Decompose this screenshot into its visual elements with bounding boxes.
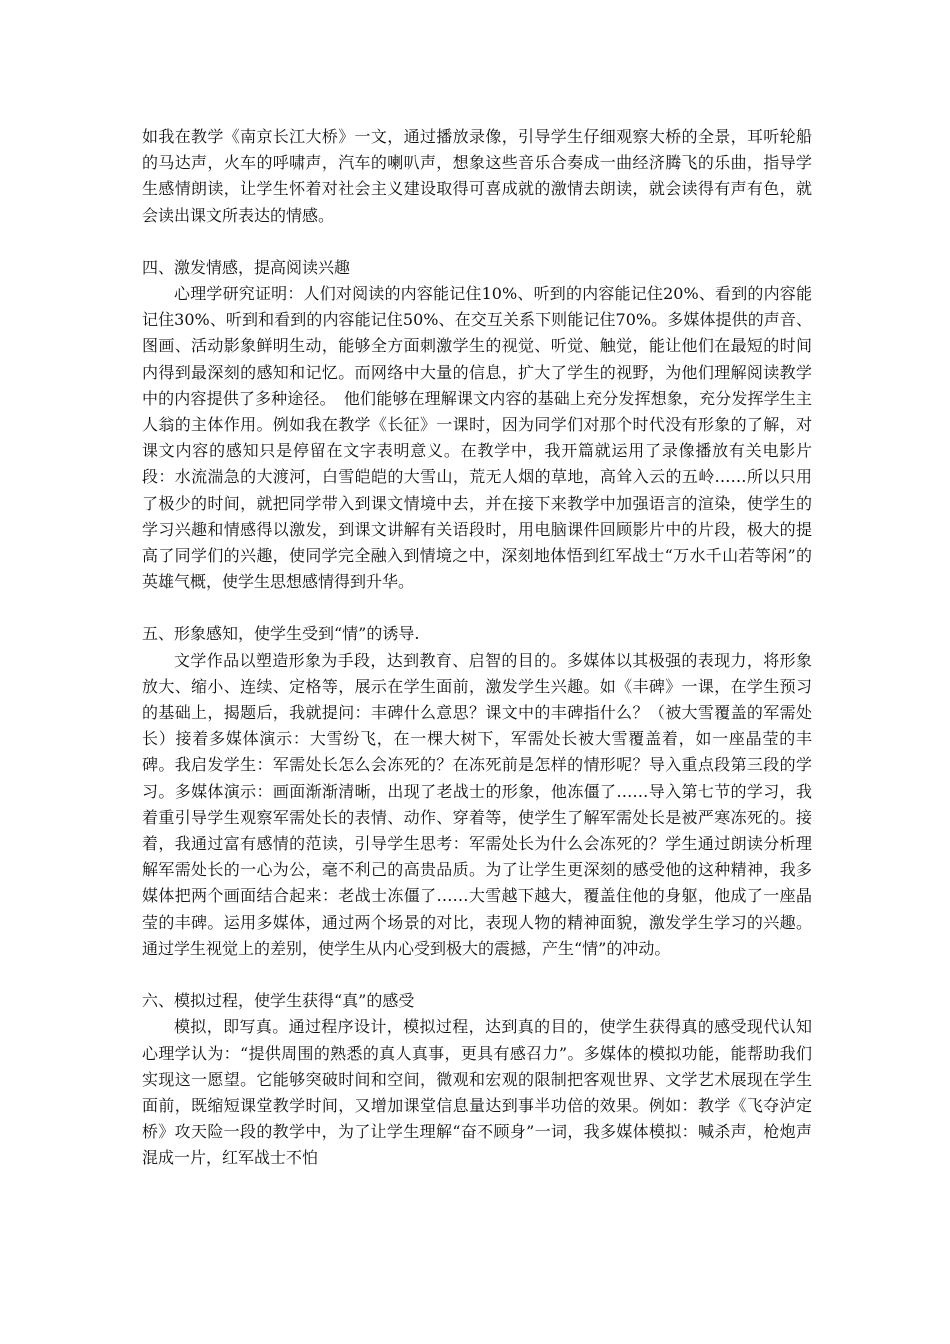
section-6-heading: 六、模拟过程，使学生获得“真”的感受 [142, 991, 415, 1011]
section-6-body: 模拟，即写真。通过程序设计，模拟过程，达到真的目的，使学生获得真的感受现代认知心理学认为：“提供周围的熟悉的真人真事，更具有感召力”。多媒体的模拟功能，能帮助我们实现这一愿望。它能够突破时间和空间，微观和宏观的限制把客观世界、文学艺术展现在学生面前，既缩短课堂教学时间，又增加课堂信息量达到事半功倍的效果。例如：教学《飞夺泸定桥》攻天险一段的教学中，为了让学生理解“奋不顾身”一词，我多媒体模拟：喊杀声，枪炮声混成一片，红军战士不怕 [142, 1017, 812, 1168]
paragraph-gap [142, 962, 812, 988]
intro-paragraph: 如我在教学《南京长江大桥》一文，通过播放录像，引导学生仔细观察大桥的全景，耳听轮船的马达声，火车的呼啸声，汽车的喇叭声，想象这些音乐合奏成一曲经济腾飞的乐曲，指导学生感情朗读，让学生怀着对社会主义建设取得可喜成就的激情去朗读，就会读得有声有色，就会读出课文所表达的情感。 [142, 127, 812, 225]
section-4-heading: 四、激发情感，提高阅读兴趣 [142, 257, 351, 277]
paragraph-gap [142, 229, 812, 255]
document-body [142, 124, 812, 1172]
paragraph-gap [142, 595, 812, 621]
section-4-body: 心理学研究证明：人们对阅读的内容能记住10%、听到的内容能记住20%、看到的内容能记住30%、听到和看到的内容能记住50%、在交互关系下则能记住70%。多媒体提供的声音、图画、活动影象鲜明生动，能够全方面刺激学生的视觉、听觉、触觉，能让他们在最短的时间内得到最深刻的感知和记忆。而网络中大量的信息，扩大了学生的视野，为他们理解阅读教学中的内容提供了多种途径。 他们能够在理解课文内容的基础上充分发挥想象，充分发挥学生主人翁的主体作用。例如我在教学《长征》一课时，因为同学们对那个时代没有形象的了解，对课文内容的感知只是停留在文字表明意义。在教学中，我开篇就运用了录像播放有关电影片段：水流湍急的大渡河，白雪皑皑的大雪山，荒无人烟的草地，高耸入云的五岭……所以只用了极少的时间，就把同学带入到课文情境中去，并在接下来教学中加强语言的渲染，使学生的学习兴趣和情感得以激发，到课文讲解有关语段时，用电脑课件回顾影片中的片段，极大的提高了同学们的兴趣，使同学完全融入到情境之中，深刻地体悟到红军战士“万水千山若等闲”的英雄气概，使学生思想感情得到升华。 [142, 284, 812, 592]
section-5-heading: 五、形象感知，使学生受到“情”的诱导. [142, 624, 420, 644]
section-5-body: 文学作品以塑造形象为手段，达到教育、启智的目的。多媒体以其极强的表现力，将形象放大、缩小、连续、定格等，展示在学生面前，激发学生兴趣。如《丰碑》一课，在学生预习的基础上，揭题后，我就提问：丰碑什么意思？课文中的丰碑指什么？（被大雪覆盖的军需处长）接着多媒体演示：大雪纷飞，在一棵大树下，军需处长被大雪覆盖着，如一座晶莹的丰碑。我启发学生：军需处长怎么会冻死的？在冻死前是怎样的情形呢？导入重点段第三段的学习。多媒体演示：画面渐渐清晰，出现了老战士的形象，他冻僵了……导入第七节的学习，我着重引导学生观察军需处长的表情、动作、穿着等，使学生了解军需处长是被严寒冻死的。接着，我通过富有感情的范读，引导学生思考：军需处长为什么会冻死的？学生通过朗读分析理解军需处长的一心为公，毫不利己的高贵品质。为了让学生更深刻的感受他的这种精神，我多媒体把两个画面结合起来：老战士冻僵了……大雪越下越大，覆盖住他的身躯，他成了一座晶莹的丰碑。运用多媒体，通过两个场景的对比，表现人物的精神面貌，激发学生学习的兴趣。通过学生视觉上的差别，使学生从内心受到极大的震撼，产生“情”的冲动。 [142, 650, 812, 958]
